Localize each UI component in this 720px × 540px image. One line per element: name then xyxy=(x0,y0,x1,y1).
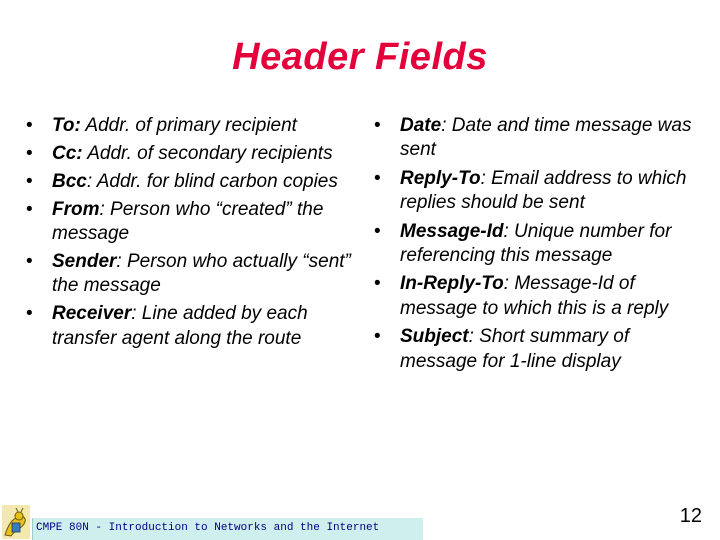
field-description: : Addr. for blind carbon copies xyxy=(86,170,338,192)
field-description: : Email address to which replies should be sent xyxy=(400,167,687,214)
page-number: 12 xyxy=(679,505,702,527)
banana-slug-logo-icon xyxy=(2,505,30,539)
field-name: Message-Id xyxy=(400,220,504,242)
bullet-icon: • xyxy=(26,170,33,192)
field-name: Date xyxy=(400,115,442,136)
field-name: Sender xyxy=(52,251,117,273)
field-name: From xyxy=(52,198,100,220)
right-bullet-list xyxy=(366,114,711,378)
list-item xyxy=(18,170,363,194)
bullet-icon: • xyxy=(374,167,381,189)
bullet-icon: • xyxy=(374,115,381,136)
bullet-icon: • xyxy=(374,220,381,242)
bullet-icon: • xyxy=(374,273,381,295)
field-description: : Unique number for referencing this message xyxy=(400,220,672,267)
field-name: To: xyxy=(52,115,81,136)
field-description: : Message-Id of message to which this is a reply xyxy=(400,273,669,319)
list-item xyxy=(18,142,363,166)
field-description: : Person who “created” the message xyxy=(52,198,324,245)
field-description: : Person who actually “sent” the message xyxy=(52,251,351,297)
list-item xyxy=(366,167,711,216)
field-name: In-Reply-To xyxy=(400,273,504,295)
bullet-icon: • xyxy=(26,142,33,164)
list-item xyxy=(366,272,711,321)
bullet-icon: • xyxy=(374,326,381,348)
bullet-icon: • xyxy=(26,115,33,136)
field-name: Bcc xyxy=(52,170,87,192)
list-item xyxy=(18,114,363,138)
field-name: Cc: xyxy=(52,142,83,164)
list-item xyxy=(366,220,711,269)
field-name: Reply-To xyxy=(400,167,481,189)
bullet-icon: • xyxy=(26,303,33,325)
bullet-icon: • xyxy=(26,198,33,220)
bullet-icon: • xyxy=(26,251,33,273)
field-description: : Short summary of message for 1-line display xyxy=(400,326,630,372)
footer-course-title: CMPE 80N - Introduction to Networks and the Internet xyxy=(36,522,380,534)
field-description: Addr. of secondary recipients xyxy=(82,142,333,164)
left-bullet-list xyxy=(18,114,363,355)
field-description: Addr. of primary recipient xyxy=(80,115,297,136)
list-item xyxy=(366,114,711,163)
list-item xyxy=(18,198,363,247)
field-name: Subject xyxy=(400,326,469,348)
list-item xyxy=(18,302,363,351)
field-description: : Date and time message was sent xyxy=(400,115,692,161)
field-description: : Line added by each transfer agent along the route xyxy=(52,303,308,349)
list-item xyxy=(366,325,711,374)
slide-title: Header Fields xyxy=(232,36,488,78)
list-item xyxy=(18,250,363,299)
field-name: Receiver xyxy=(52,303,132,325)
